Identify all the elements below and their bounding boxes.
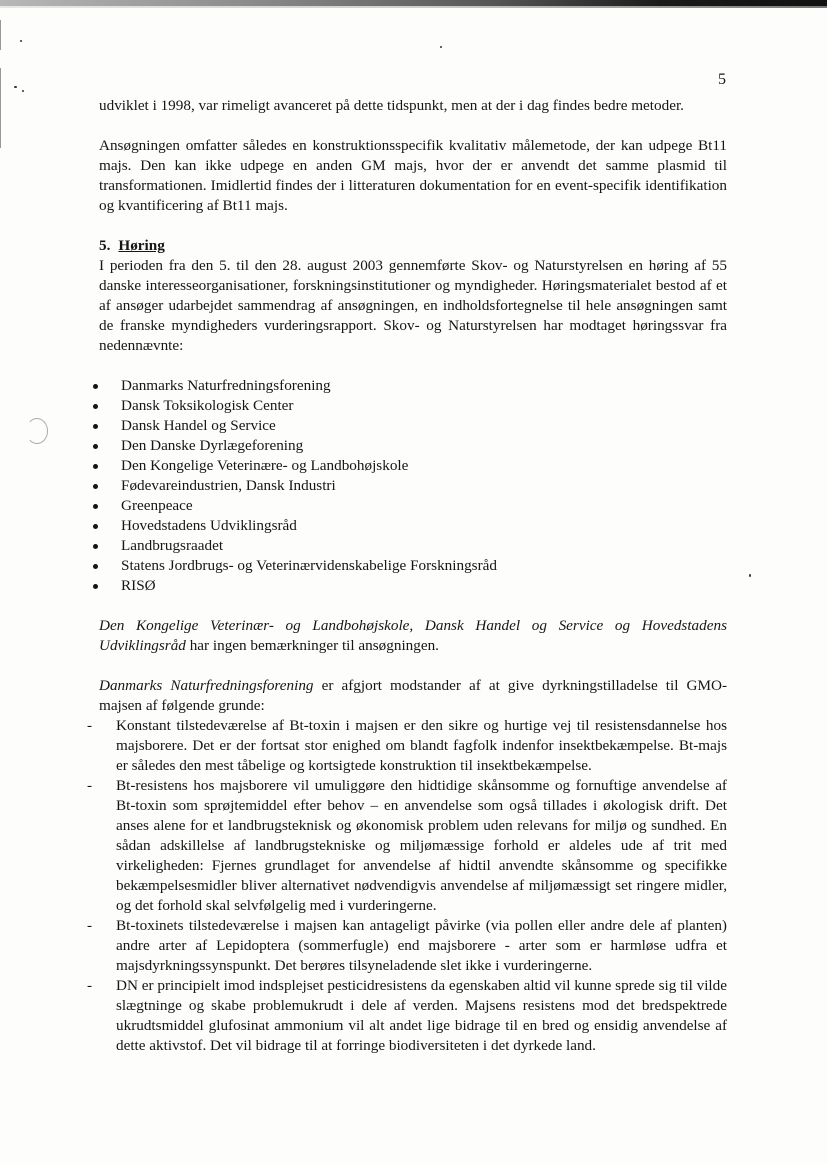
section-title: Høring [118, 237, 165, 254]
no-comments-text: har ingen bemærkninger til ansøgningen. [185, 637, 439, 654]
list-item: - Bt-toxinets tilstedeværelse i majsen kan antageligt påvirke (via pollen eller andre dele af planten) andre arter af Lepidoptera (sommerfugle) end majsborere - arter som er harmløse udfra et majsdyrkningssynspunkt. Det berøres tilsyneladende slet ikke i vurderingerne. [99, 916, 727, 976]
respondent-list [99, 376, 727, 596]
list-item: RISØ [99, 576, 727, 596]
list-item: - DN er principielt imod indsplejset pesticidresistens da egenskaben altid vil kunne sprede sig til vilde slægtninge og skabe problemukrudt i dele af verden. Majsens resistens mod det bredspektrede ukrudtsmiddel glufosinat ammonium vil alt andet lige bidrage til en bred og ensidig anvendelse af dette aktivstof. Det vil bidrage til at forringe biodiversiteten i det dyrkede land. [99, 976, 727, 1056]
dn-intro-text: er afgjort modstander af at give dyrkningstilladelse til GMO-majsen af følgende grunde: [99, 677, 727, 714]
paragraph: Ansøgningen omfatter således en konstruktionsspecifik kvalitativ målemetode, der kan udpege Bt11 majs. Den kan ikke udpege en anden GM majs, hvor der er anvendt det samme plasmid til transformationen. Imidlertid findes der i litteraturen dokumentation for en event-specifik identifikation og kvantificering af Bt11 majs. [99, 137, 727, 214]
list-item: Dansk Handel og Service [99, 416, 727, 436]
list-item: Statens Jordbrugs- og Veterinærvidenskabelige Forskningsråd [99, 556, 727, 576]
list-item: Greenpeace [99, 496, 727, 516]
list-item: Danmarks Naturfredningsforening [99, 376, 727, 396]
scan-speck [440, 46, 442, 48]
scan-speck [20, 40, 22, 42]
list-item: Den Kongelige Veterinære- og Landbohøjskole [99, 456, 727, 476]
scan-edge-shadow [0, 6, 827, 8]
scan-speck [22, 90, 24, 92]
list-item: - Konstant tilstedeværelse af Bt-toxin i majsen er den sikre og hurtige vej til resistensdannelse hos majsborere. Det er der fortsat stor enighed om blandt fagfolk indenfor insektbekæmpelse. Bt-majs er således den mest tåbelige og kortsigtede konstruktion til insektbekæmpelse. [99, 716, 727, 776]
dn-reasons-list [99, 716, 727, 1056]
list-item: Fødevareindustrien, Dansk Industri [99, 476, 727, 496]
section-heading [99, 236, 727, 256]
section-number: 5. [99, 237, 111, 254]
punch-hole-mark [26, 418, 48, 444]
list-item: Hovedstadens Udviklingsråd [99, 516, 727, 536]
dn-intro-paragraph [99, 676, 727, 716]
scan-speck [14, 86, 17, 88]
list-item: Den Danske Dyrlægeforening [99, 436, 727, 456]
scan-margin-line [0, 20, 1, 50]
no-comments-paragraph [99, 616, 727, 656]
scan-margin-line [0, 68, 1, 148]
page-number: 5 [718, 71, 726, 88]
list-item: - Bt-resistens hos majsborere vil umuliggøre den hidtidige skånsomme og fornuftige anvendelse af Bt-toxin som sprøjtemiddel efter behov – en anvendelse som også tillades i økologisk drift. Det anses alene for et landbrugsteknisk og økonomisk problem uden relevans for miljø og sundhed. En sådan adskillelse af landbrugstekniske og miljømæssige forhold er aldeles ude af trit med virkeligheden: Fjernes grundlaget for anvendelse af hidtil anvendte skånsomme og specifikke bekæmpelsesmidler bliver alternativet nødvendigvis anvendelse af miljømæssigt set ringere midler, og det forhold skal selvfølgelig med i vurderingerne. [99, 776, 727, 916]
list-item: Dansk Toksikologisk Center [99, 396, 727, 416]
dn-organization-name: Danmarks Naturfredningsforening [99, 677, 314, 694]
document-body [99, 96, 727, 1056]
section-intro: I perioden fra den 5. til den 28. august 2003 gennemførte Skov- og Naturstyrelsen en høring af 55 danske interesseorganisationer, forskningsinstitutioner og myndigheder. Høringsmaterialet bestod af et af ansøger udarbejdet sammendrag af ansøgningen, en indholdsfortegnelse til hele ansøgningen samt de franske myndigheders vurderingsrapport. Skov- og Naturstyrelsen har modtaget høringssvar fra nedennævnte: [99, 257, 727, 354]
organizations-names: Den Kongelige Veterinær- og Landbohøjskole, Dansk Handel og Service og Hovedstadens Udviklingsråd [99, 617, 727, 654]
scan-speck [749, 574, 751, 577]
paragraph: udviklet i 1998, var rimeligt avanceret på dette tidspunkt, men at der i dag findes bedre metoder. [99, 97, 684, 114]
list-item: Landbrugsraadet [99, 536, 727, 556]
